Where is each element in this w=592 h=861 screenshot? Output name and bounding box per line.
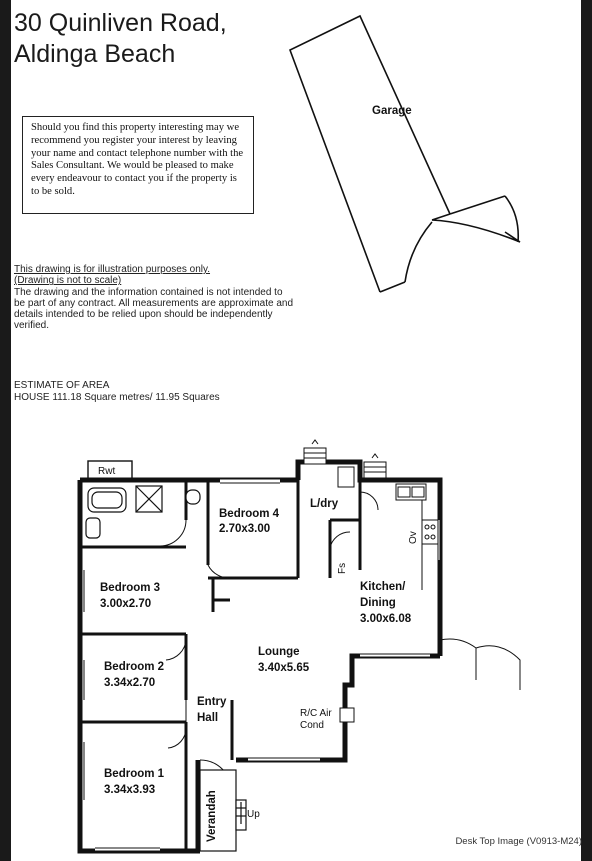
air-cond-label-2: Cond	[300, 720, 324, 731]
dining-label: Dining	[360, 597, 396, 609]
verandah-label: Verandah	[206, 790, 218, 842]
bedroom-1-size: 3.34x3.93	[104, 784, 156, 796]
disclaimer-illustration-line: This drawing is for illustration purposes only.	[14, 264, 211, 275]
fridge-space-label: Fs	[337, 562, 348, 574]
bedroom-3-label: Bedroom 3	[100, 582, 161, 594]
bedroom-1-label: Bedroom 1	[104, 768, 165, 780]
area-heading: ESTIMATE OF AREA	[14, 380, 110, 391]
garage-label: Garage	[372, 105, 412, 117]
hall-label: Hall	[197, 712, 219, 724]
area-house: HOUSE 111.18 Square metres/ 11.95 Squares	[14, 392, 220, 403]
bedroom-4-size: 2.70x3.00	[219, 523, 271, 535]
entry-label: Entry	[197, 696, 227, 708]
garage	[290, 16, 520, 292]
address-line-2: Aldinga Beach	[14, 40, 176, 68]
bathroom-fixtures	[86, 486, 200, 538]
bedroom-2-label: Bedroom 2	[104, 661, 165, 673]
steps-up-label: Up	[247, 809, 260, 820]
bedroom-3-size: 3.00x2.70	[100, 598, 152, 610]
kitchen-label: Kitchen/	[360, 581, 406, 593]
bedroom-4-label: Bedroom 4	[219, 508, 280, 520]
lounge-label: Lounge	[258, 646, 300, 658]
disclaimer-body: The drawing and the information contained is not intended to be part of any contract. All measurements are approximate and details intended to be relied upon should be independently verified.	[14, 286, 294, 332]
image-reference: Desk Top Image (V0913-M24)	[455, 836, 582, 847]
bedroom-2-size: 3.34x2.70	[104, 677, 156, 689]
air-cond-label: R/C Air	[300, 708, 332, 719]
lounge-size: 3.40x5.65	[258, 662, 310, 674]
laundry-label: L/dry	[310, 498, 339, 510]
disclaimer-scale-line: (Drawing is not to scale)	[14, 275, 122, 287]
rwt-label: Rwt	[98, 466, 116, 477]
door-swings	[160, 492, 520, 792]
oven-label: Ov	[408, 531, 419, 544]
register-interest-notice: Should you find this property interesting may we recommend you register your interest by leaving your name and contact telephone number with the Sales Consultant. We would be pleased to make every endeavour to contact you if the property is to be sold.	[22, 116, 254, 214]
address-line-1: 30 Quinliven Road,	[14, 9, 227, 37]
kitchen-size: 3.00x6.08	[360, 613, 412, 625]
